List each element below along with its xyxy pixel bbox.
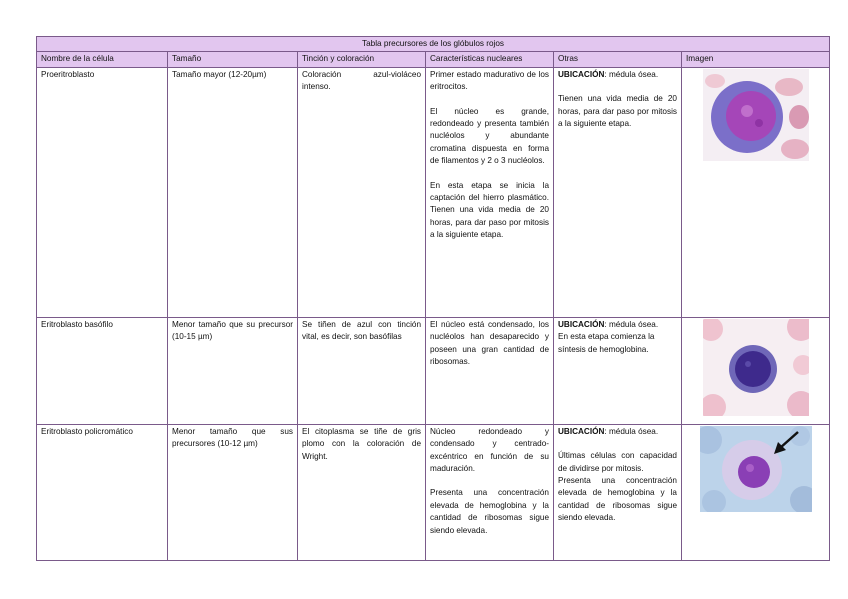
header-cell-other: Otras bbox=[554, 52, 682, 67]
nuclear-paragraph: En esta etapa se inicia la captación del hierro plasmático. Tienen una vida media de 20 horas, para dar paso por mitosis a la siguiente etapa. bbox=[430, 180, 549, 240]
table-row bbox=[37, 67, 830, 317]
nuclear-paragraph: Núcleo redondeado y condensado y centrado-excéntrico en función de su maduración. bbox=[430, 426, 549, 474]
cell-other bbox=[554, 424, 682, 560]
table-row bbox=[37, 317, 830, 424]
cell-size: Menor tamaño que su precursor (10-15 µm) bbox=[168, 317, 298, 424]
location-value: : médula ósea. bbox=[604, 319, 659, 329]
header-cell-image: Imagen bbox=[682, 52, 830, 67]
nuclear-paragraph: El núcleo es grande, redondeado y presenta también nucléolos y abundante cromatina dispuesta en forma de filamentos y 2 o 3 nucléolos. bbox=[430, 106, 549, 166]
location-value: : médula ósea. bbox=[604, 69, 659, 79]
polychromatic-erythroblast-micrograph-icon bbox=[700, 426, 812, 512]
header-cell-nuclear: Características nucleares bbox=[426, 52, 554, 67]
table-row bbox=[37, 424, 830, 560]
location-label: UBICACIÓN bbox=[558, 426, 605, 436]
table-title: Tabla precursores de los glóbulos rojos bbox=[37, 37, 830, 52]
location-line bbox=[558, 69, 677, 81]
cell-image bbox=[682, 317, 830, 424]
cell-image bbox=[682, 67, 830, 317]
location-line bbox=[558, 426, 677, 438]
cell-name: Proeritroblasto bbox=[37, 67, 168, 317]
cell-name: Eritroblasto basófilo bbox=[37, 317, 168, 424]
location-label: UBICACIÓN bbox=[558, 69, 605, 79]
cell-stain: El citoplasma se tiñe de gris plomo con la coloración de Wright. bbox=[298, 424, 426, 560]
header-cell-name: Nombre de la célula bbox=[37, 52, 168, 67]
other-paragraph: En esta etapa comienza la síntesis de hemoglobina. bbox=[558, 332, 655, 354]
other-paragraph: Últimas células con capacidad de dividirse por mitosis. bbox=[558, 451, 677, 473]
other-paragraph: Presenta una concentración elevada de hemoglobina y la cantidad de ribosomas sigue siendo elevada. bbox=[558, 476, 677, 523]
cell-other bbox=[554, 317, 682, 424]
cell-nuclear bbox=[426, 67, 554, 317]
proerythroblast-micrograph-icon bbox=[703, 69, 809, 161]
cell-nuclear bbox=[426, 424, 554, 560]
header-cell-size: Tamaño bbox=[168, 52, 298, 67]
cell-nuclear bbox=[426, 317, 554, 424]
nuclear-paragraph: Primer estado madurativo de los eritrocitos. bbox=[430, 69, 549, 92]
header-cell-stain: Tinción y coloración bbox=[298, 52, 426, 67]
cell-image bbox=[682, 424, 830, 560]
cell-other bbox=[554, 67, 682, 317]
precursors-table bbox=[36, 36, 830, 561]
basophilic-erythroblast-micrograph-icon bbox=[703, 319, 809, 416]
cell-name: Eritroblasto policromático bbox=[37, 424, 168, 560]
location-value: : médula ósea. bbox=[604, 426, 659, 436]
cell-stain: Coloración azul-violáceo intenso. bbox=[298, 67, 426, 317]
cell-size: Tamaño mayor (12-20µm) bbox=[168, 67, 298, 317]
nuclear-paragraph: Presenta una concentración elevada de hemoglobina y la cantidad de ribosomas sigue siendo elevada. bbox=[430, 488, 549, 535]
cell-size: Menor tamaño que sus precursores (10-12 µm) bbox=[168, 424, 298, 560]
location-line bbox=[558, 319, 677, 331]
other-paragraph: Tienen una vida media de 20 horas, para dar paso por mitosis a la siguiente etapa. bbox=[558, 94, 677, 129]
nuclear-paragraph: El núcleo está condensado, los nucléolos han desaparecido y poseen una gran cantidad de ribosomas. bbox=[430, 319, 549, 367]
location-label: UBICACIÓN bbox=[558, 319, 605, 329]
cell-stain: Se tiñen de azul con tinción vital, es decir, son basófilas bbox=[298, 317, 426, 424]
